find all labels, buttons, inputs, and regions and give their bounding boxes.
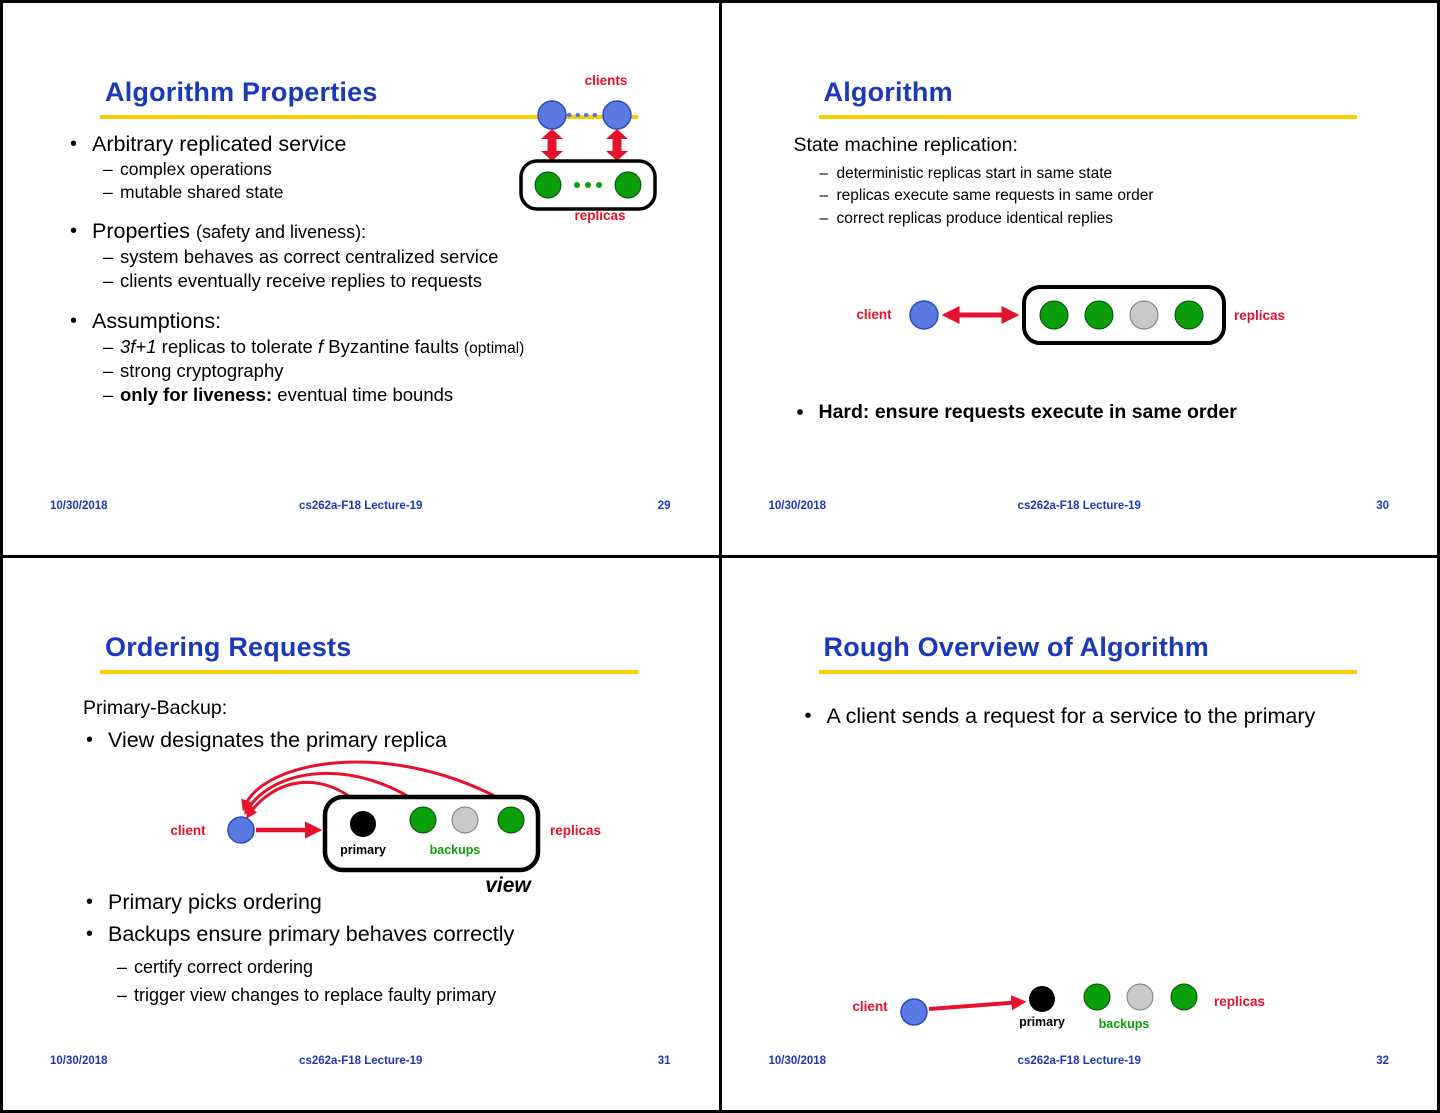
footer-lecture: cs262a-F18 Lecture-19 xyxy=(299,500,423,512)
page-title: Rough Overview of Algorithm xyxy=(823,632,1209,662)
replica-circle xyxy=(1085,301,1113,329)
title-underline xyxy=(100,670,638,674)
primary-circle xyxy=(350,811,376,837)
backup-circle xyxy=(498,807,524,833)
primary-circle xyxy=(1029,986,1055,1012)
sub-bullet-item: – certify correct ordering xyxy=(117,954,496,982)
page-number: 30 xyxy=(1376,500,1389,512)
page-title: Algorithm xyxy=(823,77,953,107)
footer-date: 10/30/2018 xyxy=(768,500,827,512)
client-circle xyxy=(603,101,631,129)
faulty-backup-circle xyxy=(452,807,478,833)
backups-label: backups xyxy=(429,843,481,857)
backup-circle xyxy=(410,807,436,833)
replica-circle xyxy=(615,172,641,198)
bullet-item: • A client sends a request for a service to the primary xyxy=(800,703,1320,729)
footer-lecture: cs262a-F18 Lecture-19 xyxy=(1017,500,1141,512)
bullet-item: • Assumptions: xyxy=(65,308,535,335)
title-underline xyxy=(819,115,1357,119)
slide-body xyxy=(65,131,535,408)
request-arrow xyxy=(929,1002,1022,1009)
request-reply-arrow xyxy=(541,129,563,161)
footer-date: 10/30/2018 xyxy=(768,1055,827,1067)
italic-text: 3f+1 xyxy=(120,335,157,357)
plain-text: replicas to tolerate xyxy=(156,335,318,357)
page-number: 29 xyxy=(657,500,671,512)
replica-circle xyxy=(535,172,561,198)
sub-bullet-item: – clients eventually receive replies to requests xyxy=(103,269,535,293)
page-title: Algorithm Properties xyxy=(105,77,378,107)
slide-29 xyxy=(3,3,719,555)
slide-footer xyxy=(722,1055,1438,1071)
title-underline xyxy=(819,670,1357,674)
sub-bullet-item: – complex operations xyxy=(103,158,535,181)
faulty-replica-circle xyxy=(1130,301,1158,329)
sub-bullet-list xyxy=(117,954,496,1010)
bullet-item: • Hard: ensure requests execute in same order xyxy=(792,400,1237,424)
sub-bullet-item: – system behaves as correct centralized service xyxy=(103,245,535,269)
bullet-item: • View designates the primary replica xyxy=(81,727,447,754)
backup-circle xyxy=(1084,984,1110,1010)
slide-32 xyxy=(722,558,1438,1110)
bullet-item: • Arbitrary replicated service xyxy=(65,131,535,158)
bold-text: only for liveness: xyxy=(120,384,273,406)
bullet-item: • Primary picks ordering xyxy=(81,889,322,916)
bullet-paren-text: (safety and liveness): xyxy=(196,222,367,243)
replicas-label: replicas xyxy=(550,823,602,838)
footer-date: 10/30/2018 xyxy=(50,500,108,512)
clients-label: clients xyxy=(584,73,628,88)
replica-circle xyxy=(1040,301,1068,329)
primary-backup-view-diagram xyxy=(153,724,633,904)
sub-bullet-list xyxy=(820,163,1154,230)
sub-bullet-item xyxy=(103,383,535,407)
client-circle xyxy=(538,101,566,129)
client-circle xyxy=(228,817,254,843)
slide-31 xyxy=(3,558,719,1110)
client-circle xyxy=(910,301,938,329)
paren-text: (optimal) xyxy=(464,339,525,357)
replica-ellipsis-dot xyxy=(585,182,591,188)
replicas-label: replicas xyxy=(1233,308,1285,323)
italic-text: f xyxy=(317,335,324,357)
sub-bullet-item: – trigger view changes to replace faulty primary xyxy=(117,982,496,1010)
page-title: Ordering Requests xyxy=(105,632,352,662)
sub-bullet-item: – mutable shared state xyxy=(103,181,535,204)
backup-circle xyxy=(1171,984,1197,1010)
bullet-item xyxy=(65,218,535,245)
sub-bullet-item: – strong cryptography xyxy=(103,359,535,383)
faulty-backup-circle xyxy=(1127,984,1153,1010)
sub-bullet-item: – replicas execute same requests in same order xyxy=(820,185,1154,207)
backups-label: backups xyxy=(1098,1017,1149,1031)
view-label: view xyxy=(485,874,531,897)
slide-footer xyxy=(3,500,719,516)
replica-ellipsis-dot xyxy=(574,182,580,188)
request-reply-arrow xyxy=(606,129,628,161)
slide-30 xyxy=(722,3,1438,555)
slide-footer xyxy=(722,500,1438,516)
slide-footer xyxy=(3,1055,719,1071)
replicas-label: replicas xyxy=(1213,994,1265,1009)
sub-bullet-item: – correct replicas produce identical replies xyxy=(820,208,1154,230)
primary-label: primary xyxy=(1018,1015,1065,1029)
sub-bullet-item xyxy=(103,335,535,359)
page-number: 31 xyxy=(657,1055,671,1067)
bullet-text: Properties xyxy=(92,219,190,244)
footer-date: 10/30/2018 xyxy=(50,1055,108,1067)
footer-lecture: cs262a-F18 Lecture-19 xyxy=(1017,1055,1141,1067)
replicas-label: replicas xyxy=(574,208,626,223)
plain-text: eventual time bounds xyxy=(272,384,454,406)
page-number: 32 xyxy=(1376,1055,1389,1067)
client-request-diagram xyxy=(842,982,1322,1062)
client-circle xyxy=(901,999,927,1025)
replica-circle xyxy=(1175,301,1203,329)
intro-text: State machine replication: xyxy=(793,134,1018,156)
footer-lecture: cs262a-F18 Lecture-19 xyxy=(299,1055,423,1067)
client-label: client xyxy=(851,999,888,1014)
replica-ellipsis-dot xyxy=(596,182,602,188)
plain-text: Byzantine faults xyxy=(323,335,465,357)
primary-label: primary xyxy=(340,843,386,857)
bullet-item: • Backups ensure primary behaves correctly xyxy=(81,921,514,948)
sub-bullet-item: – deterministic replicas start in same state xyxy=(820,163,1154,185)
client-label: client xyxy=(170,823,206,838)
intro-text: Primary-Backup: xyxy=(83,697,228,719)
client-label: client xyxy=(855,307,892,322)
client-replicas-diagram xyxy=(782,275,1382,355)
